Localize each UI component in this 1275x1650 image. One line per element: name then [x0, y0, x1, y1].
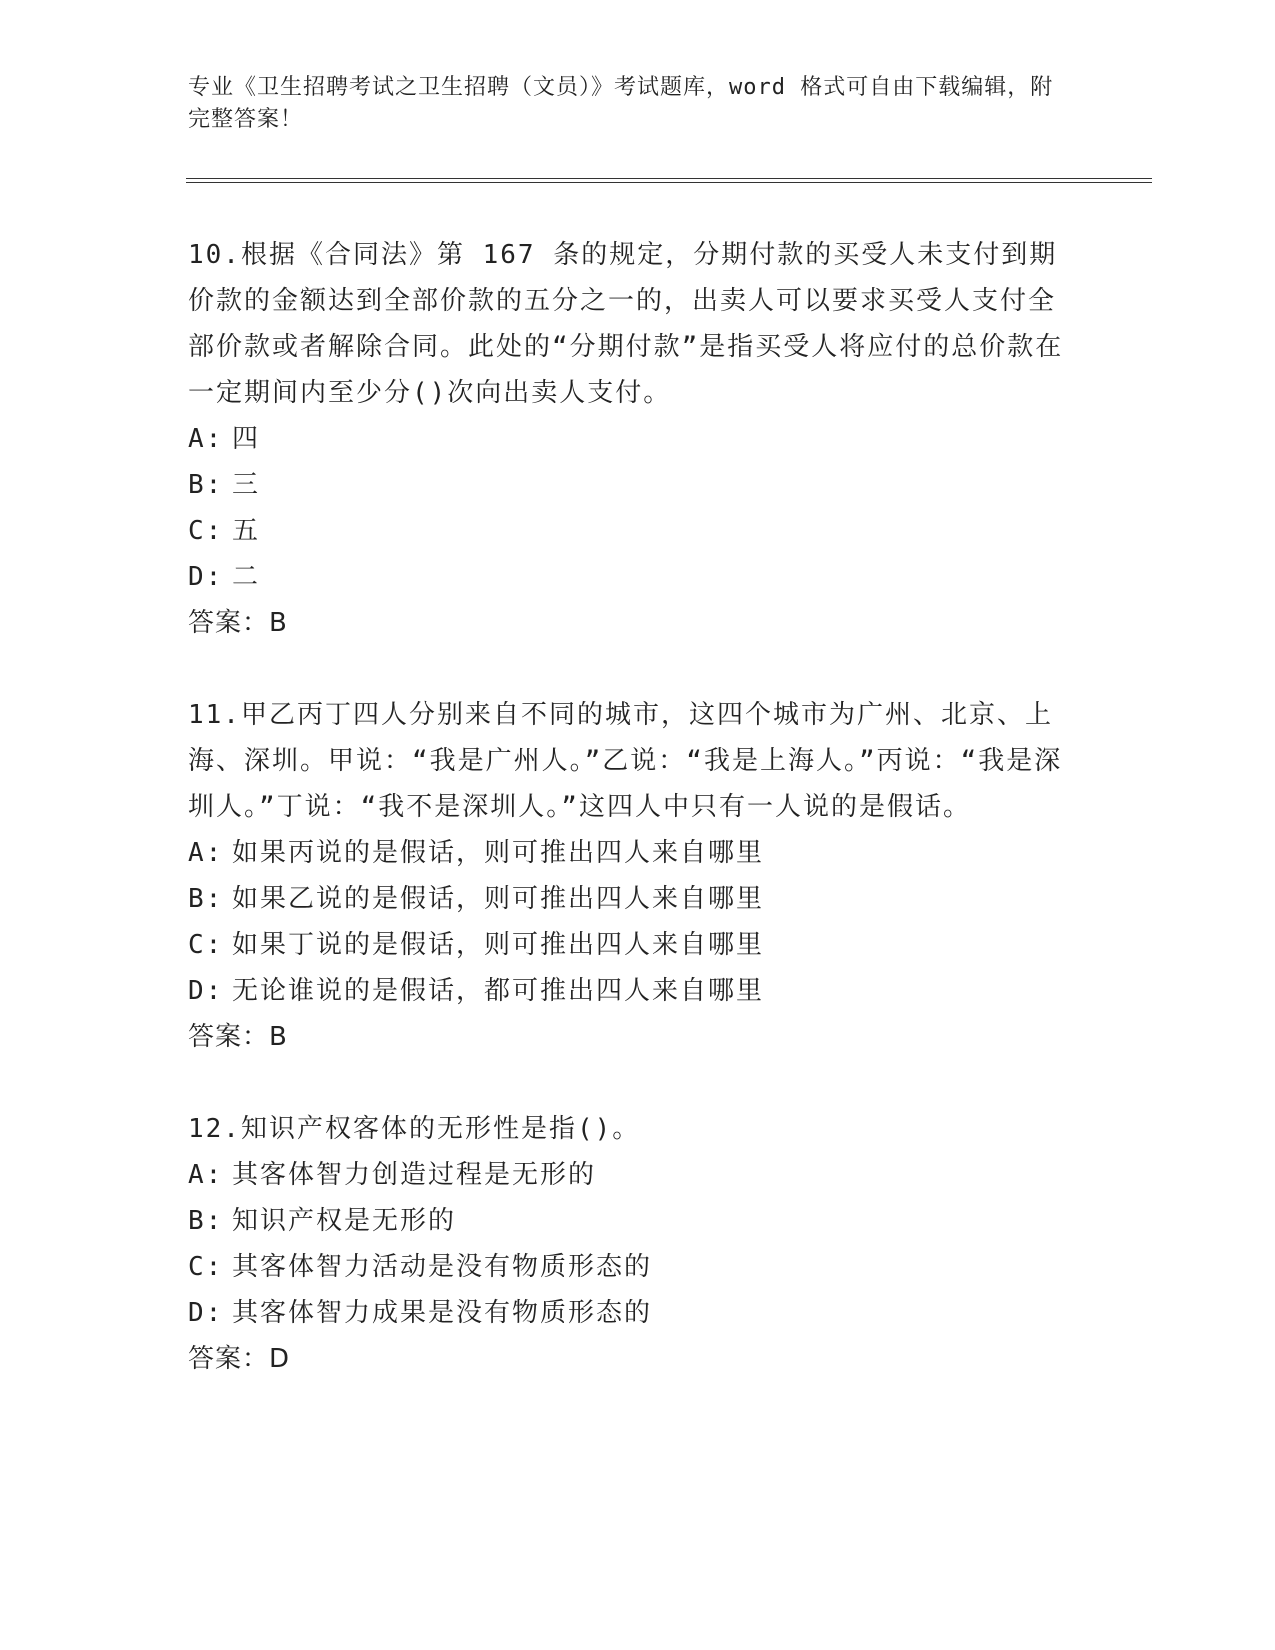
- question-11: [188, 692, 1088, 1060]
- option-b: [188, 876, 1088, 922]
- option-d: [188, 968, 1088, 1014]
- option-key: C:: [188, 516, 224, 546]
- option-text: 三: [232, 470, 261, 500]
- option-text: 如果乙说的是假话，则可推出四人来自哪里: [232, 884, 765, 914]
- option-text: 二: [232, 562, 261, 592]
- option-b: [188, 462, 1088, 508]
- option-d: [188, 554, 1088, 600]
- option-key: A:: [188, 1160, 224, 1190]
- option-b: [188, 1198, 1088, 1244]
- option-text: 知识产权是无形的: [232, 1206, 457, 1236]
- option-a: [188, 1152, 1088, 1198]
- header-double-rule: [186, 178, 1152, 183]
- option-key: C:: [188, 930, 224, 960]
- option-key: A:: [188, 838, 224, 868]
- option-c: [188, 1244, 1088, 1290]
- option-key: B:: [188, 470, 224, 500]
- option-key: D:: [188, 1298, 224, 1328]
- option-c: [188, 922, 1088, 968]
- question-12: [188, 1106, 1088, 1382]
- option-text: 其客体智力活动是没有物质形态的: [232, 1252, 653, 1282]
- answer-line: 答案：B: [188, 608, 288, 638]
- option-a: [188, 416, 1088, 462]
- option-key: C:: [188, 1252, 224, 1282]
- option-d: [188, 1290, 1088, 1336]
- option-key: A:: [188, 424, 224, 454]
- question-list: [188, 232, 1088, 1428]
- option-key: D:: [188, 976, 224, 1006]
- option-text: 其客体智力成果是没有物质形态的: [232, 1298, 653, 1328]
- option-a: [188, 830, 1088, 876]
- answer-line: 答案：D: [188, 1344, 291, 1374]
- option-key: B:: [188, 1206, 224, 1236]
- option-text: 五: [232, 516, 261, 546]
- option-text: 如果丙说的是假话，则可推出四人来自哪里: [232, 838, 765, 868]
- question-stem: 10.根据《合同法》第 167 条的规定，分期付款的买受人未支付到期价款的金额达到全部价款的五分之一的，出卖人可以要求买受人支付全部价款或者解除合同。此处的“分期付款”是指买受人将应付的总价款在一定期间内至少分()次向出卖人支付。: [188, 240, 1064, 408]
- option-key: B:: [188, 884, 224, 914]
- option-text: 无论谁说的是假话，都可推出四人来自哪里: [232, 976, 765, 1006]
- option-text: 如果丁说的是假话，则可推出四人来自哪里: [232, 930, 765, 960]
- question-10: [188, 232, 1088, 646]
- option-text: 其客体智力创造过程是无形的: [232, 1160, 597, 1190]
- option-text: 四: [232, 424, 261, 454]
- document-header: 专业《卫生招聘考试之卫生招聘（文员）》考试题库，word 格式可自由下载编辑，附完整答案！: [188, 75, 1054, 132]
- option-key: D:: [188, 562, 224, 592]
- option-c: [188, 508, 1088, 554]
- question-stem: 12.知识产权客体的无形性是指()。: [188, 1114, 641, 1144]
- question-stem: 11.甲乙丙丁四人分别来自不同的城市，这四个城市为广州、北京、上海、深圳。甲说：“我是广州人。”乙说：“我是上海人。”丙说：“我是深圳人。”丁说：“我不是深圳人。”这四人中只有一人说的是假话。: [188, 700, 1063, 822]
- answer-line: 答案：B: [188, 1022, 288, 1052]
